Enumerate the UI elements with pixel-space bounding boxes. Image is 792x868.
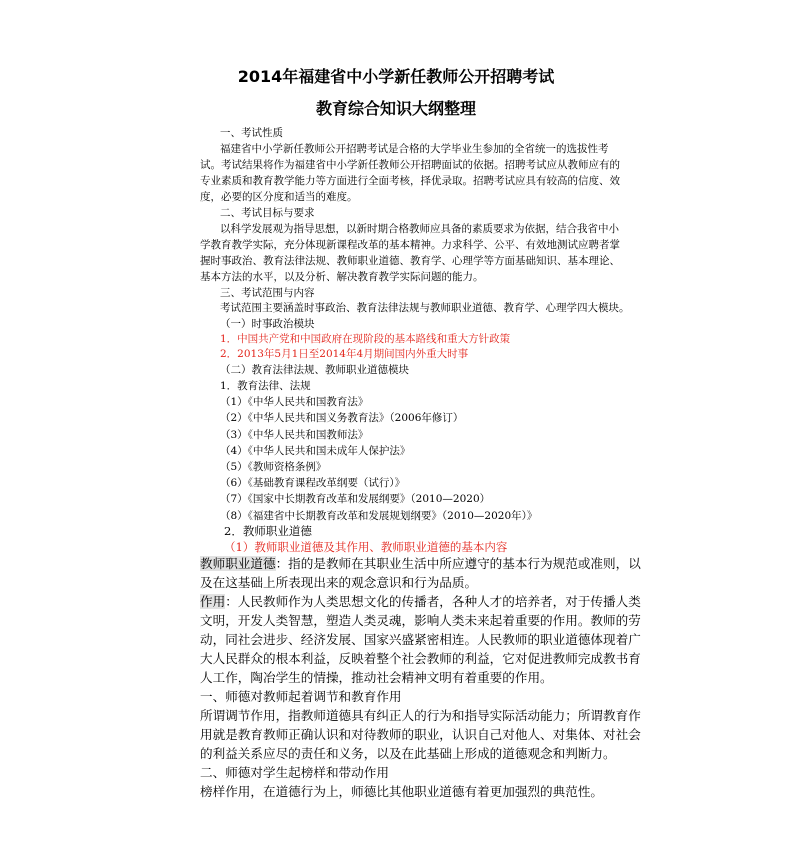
law-heading: 1．教育法律、法规 [220, 380, 311, 392]
role-line-4: 大人民群众的根本利益，反映着整个社会教师的利益，它对促进教师完成教书育 [200, 651, 641, 666]
ethics-subheading: （1）教师职业道德及其作用、教师职业道德的基本内容 [224, 540, 508, 554]
document-title: 2014年福建省中小学新任教师公开招聘考试 [237, 67, 555, 86]
p1-line-3: 的利益关系应尽的责任和义务，以及在此基础上形成的道德观念和判断力。 [200, 746, 616, 761]
definition-line-2: 及在这基础上所表现出来的观念意识和行为品质。 [200, 575, 478, 590]
law-item-6: （6）《基础教育课程改革纲要（试行）》 [220, 477, 406, 489]
section2-heading: 二、考试目标与要求 [220, 207, 315, 219]
law-item-2: （2）《中华人民共和国义务教育法》（2006年修订） [220, 412, 464, 424]
module2-heading: （二）教育法律法规、教师职业道德模块 [220, 364, 409, 376]
role-line-1 [200, 592, 641, 611]
role-line-3: 动，同社会进步、经济发展、国家兴盛紧密相连。人民教师的职业道德体现着广 [200, 632, 641, 647]
role-term: 作用 [200, 594, 226, 609]
section1-line-4: 度，必要的区分度和适当的难度。 [200, 191, 358, 203]
section3-heading: 三、考试范围与内容 [220, 287, 315, 299]
module1-heading: （一）时事政治模块 [220, 318, 315, 330]
section1-heading: 一、考试性质 [220, 127, 283, 139]
law-item-7: （7）《国家中长期教育改革和发展纲要》（2010—2020） [220, 493, 491, 505]
section1-line-3: 专业素质和教育教学能力等方面进行全面考核，择优录取。招聘考试应具有较高的信度、效 [200, 175, 620, 187]
law-item-3: （3）《中华人民共和国教师法》 [220, 429, 369, 441]
module1-item-1: 1．中国共产党和中国政府在现阶段的基本路线和重大方针政策 [220, 333, 511, 345]
module1-item-2: 2．2013年5月1日至2014年4月期间国内外重大时事 [220, 348, 469, 360]
role-text: ：人民教师作为人类思想文化的传播者，各种人才的培养者，对于传播人类 [225, 594, 641, 609]
definition-line-1 [200, 554, 641, 573]
section2-line-3: 握时事政治、教育法律法规、教师职业道德、教育学、心理学等方面基础知识、基本理论、 [200, 255, 620, 267]
section3-intro: 考试范围主要涵盖时事政治、教育法律法规与教师职业道德、教育学、心理学四大模块。 [220, 302, 630, 314]
law-item-8: （8）《福建省中长期教育改革和发展规划纲要》（2010—2020年）》 [220, 510, 538, 522]
p1-line-2: 用就是教育教师正确认识和对待教师的职业，认识自己对他人、对集体、对社会 [200, 727, 641, 742]
law-item-5: （5）《教师资格条例》 [220, 461, 327, 473]
role-line-5: 人工作，陶冶学生的情操，推动社会精神文明有着重要的作用。 [200, 670, 553, 685]
definition-text: ：指的是教师在其职业生活中所应遵守的基本行为规范或准则，以 [275, 556, 641, 571]
definition-term: 教师职业道德 [200, 556, 276, 571]
document-subtitle: 教育综合知识大纲整理 [315, 99, 476, 118]
p1-heading: 一、师德对教师起着调节和教育作用 [200, 689, 402, 704]
section1-line-1: 福建省中小学新任教师公开招聘考试是合格的大学毕业生参加的全省统一的选拔性考 [220, 143, 609, 155]
role-line-2: 文明，开发人类智慧，塑造人类灵魂，影响人类未来起着重要的作用。教师的劳 [200, 613, 641, 628]
ethics-heading: 2．教师职业道德 [224, 524, 312, 538]
p2-heading: 二、师德对学生起榜样和带动作用 [200, 765, 389, 780]
law-item-4: （4）《中华人民共和国未成年人保护法》 [220, 445, 411, 457]
p2-line-1: 榜样作用，在道德行为上，师德比其他职业道德有着更加强烈的典范性。 [200, 784, 603, 799]
section2-line-4: 基本方法的水平，以及分析、解决教育教学实际问题的能力。 [200, 271, 484, 283]
section1-line-2: 试。考试结果将作为福建省中小学新任教师公开招聘面试的依据。招聘考试应从教师应有的 [200, 159, 620, 171]
section2-line-2: 学教育教学实际，充分体现新课程改革的基本精神。力求科学、公平、有效地测试应聘者掌 [200, 239, 620, 251]
law-item-1: （1）《中华人民共和国教育法》 [220, 396, 369, 408]
p1-line-1: 所谓调节作用，指教师道德具有纠正人的行为和指导实际活动能力；所谓教育作 [200, 708, 641, 723]
section2-line-1: 以科学发展观为指导思想，以新时期合格教师应具备的素质要求为依据，结合我省中小 [220, 223, 619, 235]
